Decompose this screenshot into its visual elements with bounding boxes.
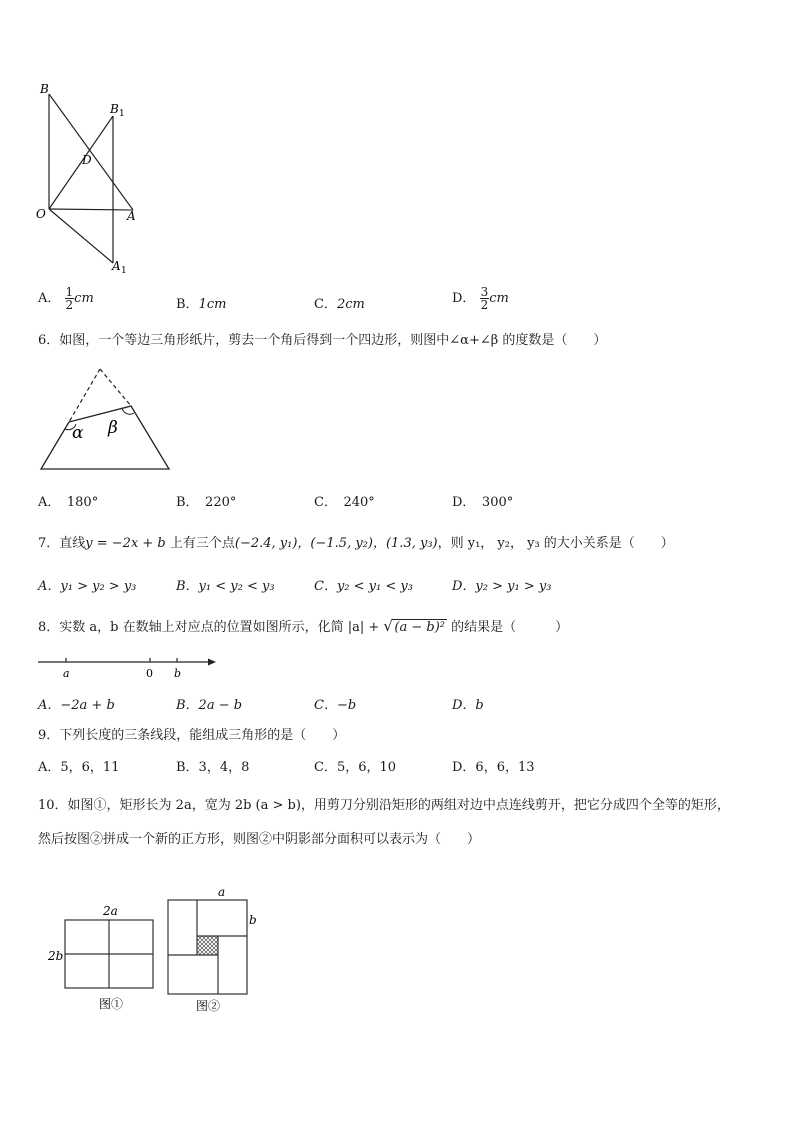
q8-number-line [36,652,226,684]
q6-option-d[interactable]: D． 300° [452,495,514,510]
axis-label-a: a [63,667,70,680]
q7-text: 7．直线y = −2x + b 上有三个点(−2.4, y₁)，(−1.5, y₂)，(1.3, y₃)，则 y₁， y₂， y₃ 的大小关系是（ ） [38,536,674,551]
q8-option-d[interactable]: D．b [452,698,484,713]
q10-text-line1: 10．如图①，矩形长为 2a，宽为 2b (a > b)，用剪刀分别沿矩形的两组对边中点连线剪开，把它分成四个全等的矩形， [38,798,730,813]
shaded-square [197,936,218,955]
q8-option-c[interactable]: C．−b [314,698,357,713]
q9-option-a[interactable]: A．5，6，11 [38,760,120,775]
q9-option-c[interactable]: C．5，6，10 [314,760,397,775]
q6-option-b[interactable]: B． 220° [176,495,237,510]
q10-figure-2 [158,880,268,1014]
q7-option-a[interactable]: A．y₁ > y₂ > y₃ [38,579,137,594]
q8-option-b[interactable]: B．2a − b [176,698,243,713]
fig1-top-label: 2a [103,904,118,918]
q8-option-a[interactable]: A．−2a + b [38,698,115,713]
beta-label: β [108,418,118,438]
fig1-side-label: 2b [48,949,64,963]
label-A1: A [112,259,121,273]
q5-option-c[interactable]: C．2cm [314,297,365,312]
q10-text-line2: 然后按图②拼成一个新的正方形，则图②中阴影部分面积可以表示为（ ） [38,832,481,847]
q7-option-d[interactable]: D．y₂ > y₁ > y₃ [452,579,552,594]
q9-option-d[interactable]: D．6，6，13 [452,760,535,775]
q7-option-b[interactable]: B．y₁ < y₂ < y₃ [176,579,275,594]
label-B: B [40,82,49,96]
fig2-top-label: a [218,885,226,899]
label-O: O [36,207,46,221]
fraction: $\frac{1}{2}$ [65,285,74,312]
q6-text: 6．如图，一个等边三角形纸片，剪去一个角后得到一个四边形，则图中∠α+∠β 的度数是（ ） [38,333,607,348]
q5-option-b[interactable]: B．1cm [176,297,227,312]
q6-option-c[interactable]: C． 240° [314,495,375,510]
q9-text: 9．下列长度的三条线段，能组成三角形的是（ ） [38,728,346,743]
fig2-caption: 图② [196,999,221,1013]
q8-text: 8．实数 a，b 在数轴上对应点的位置如图所示，化简 |a| + √ (a − b)² 的结果是（ ） [38,617,569,635]
sqrt-expression: √ (a − b)² [383,617,446,635]
q5-option-d[interactable]: D． $\frac{3}{2}$ cm [452,285,509,312]
axis-label-zero: 0 [146,667,153,680]
label-A: A [127,209,136,223]
q5-figure [30,78,150,278]
fig1-caption: 图① [99,997,124,1011]
q6-figure [36,362,176,474]
fig2-side-label: b [249,913,257,927]
q10-figure-1 [44,898,164,1018]
alpha-label: α [72,423,84,443]
label-B1-sub: 1 [119,109,125,119]
q7-option-c[interactable]: C．y₂ < y₁ < y₃ [314,579,413,594]
label-D: D [82,153,92,167]
q5-option-a[interactable]: A． $\frac{1}{2}$ cm [38,285,94,312]
label-A1-sub: 1 [121,266,127,276]
q9-option-b[interactable]: B．3，4，8 [176,760,250,775]
axis-label-b: b [174,667,182,680]
fraction: $\frac{3}{2}$ [480,285,489,312]
q6-option-a[interactable]: A． 180° [38,495,99,510]
label-B1: B [110,102,119,116]
